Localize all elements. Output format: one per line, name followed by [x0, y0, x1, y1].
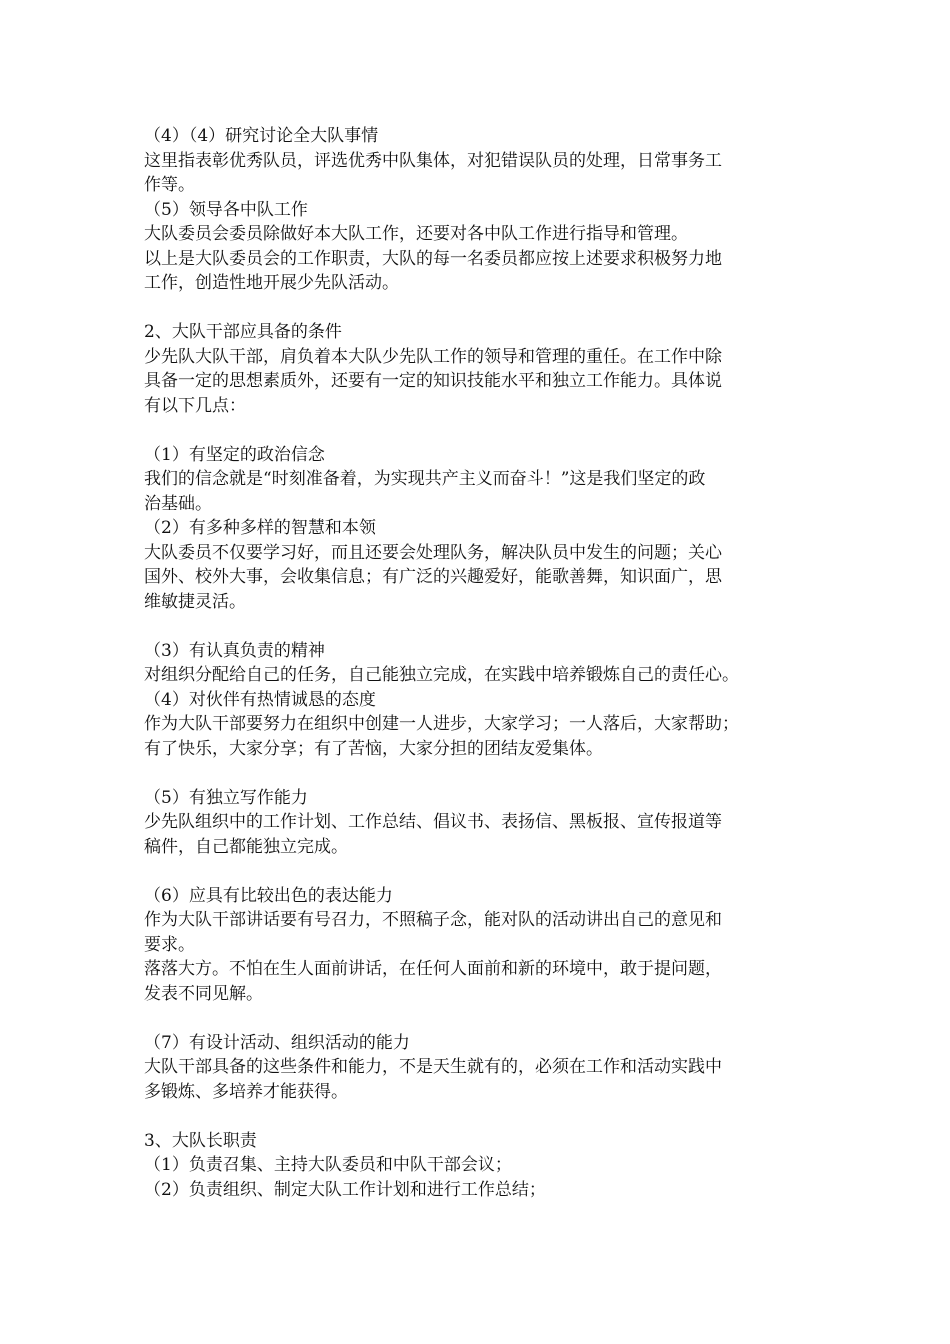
text-line: 这里指表彰优秀队员，评选优秀中队集体，对犯错误队员的处理，日常事务工	[144, 150, 722, 171]
text-line: （2）负责组织、制定大队工作计划和进行工作总结；	[144, 1179, 546, 1200]
text-line: （1）有坚定的政治信念	[144, 444, 325, 465]
text-line: 具备一定的思想素质外，还要有一定的知识技能水平和独立工作能力。具体说	[144, 371, 722, 391]
text-line: 对组织分配给自己的任务，自己能独立完成，在实践中培养锻炼自己的责任心。	[144, 665, 739, 685]
text-line: （4）（4）研究讨论全大队事情	[144, 126, 379, 146]
text-line: 落落大方。不怕在生人面前讲话，在任何人面前和新的环境中，敢于提问题，	[144, 959, 722, 979]
text-line: 多锻炼、多培养才能获得。	[144, 1081, 348, 1102]
text-line: 大队委员不仅要学习好，而且还要会处理队务，解决队员中发生的问题；关心	[144, 542, 722, 563]
section-heading: 3、大队长职责	[144, 1130, 257, 1151]
blank-line	[144, 859, 820, 884]
text-line: （2）有多种多样的智慧和本领	[144, 518, 376, 538]
text-line: 有了快乐，大家分享；有了苦恼，大家分担的团结友爱集体。	[144, 738, 603, 759]
text-line: （1）负责召集、主持大队委员和中队干部会议；	[144, 1155, 512, 1175]
blank-line	[144, 614, 820, 639]
text-line: 少先队大队干部，肩负着本大队少先队工作的领导和管理的重任。在工作中除	[144, 346, 722, 367]
text-line: （5）有独立写作能力	[144, 787, 308, 808]
blank-line	[144, 761, 820, 786]
text-line: 工作，创造性地开展少先队活动。	[144, 273, 399, 293]
text-line: 少先队组织中的工作计划、工作总结、倡议书、表扬信、黑板报、宣传报道等	[144, 812, 722, 832]
text-line: （4）对伙伴有热情诚恳的态度	[144, 689, 376, 710]
text-line: （7）有设计活动、组织活动的能力	[144, 1032, 410, 1053]
text-line: 作等。	[144, 175, 195, 195]
text-line: 维敏捷灵活。	[144, 591, 246, 612]
section-heading: 2、大队干部应具备的条件	[144, 322, 342, 342]
text-line: 以上是大队委员会的工作职责，大队的每一名委员都应按上述要求积极努力地	[144, 248, 722, 269]
blank-line	[144, 1104, 820, 1129]
text-line: 要求。	[144, 934, 195, 955]
text-line: 发表不同见解。	[144, 983, 263, 1004]
text-line: （5）领导各中队工作	[144, 199, 308, 220]
text-line: 我们的信念就是“时刻准备着，为实现共产主义而奋斗！”这是我们坚定的政	[144, 469, 706, 489]
blank-line	[144, 1006, 820, 1031]
text-line: （6）应具有比较出色的表达能力	[144, 885, 393, 906]
document-body	[144, 124, 820, 1202]
text-line: 作为大队干部讲话要有号召力，不照稿子念，能对队的活动讲出自己的意见和	[144, 910, 722, 930]
text-line: 大队干部具备的这些条件和能力，不是天生就有的，必须在工作和活动实践中	[144, 1057, 722, 1077]
text-line: 稿件，自己都能独立完成。	[144, 836, 348, 857]
text-line: （3）有认真负责的精神	[144, 640, 325, 661]
text-line: 治基础。	[144, 493, 212, 514]
text-line: 国外、校外大事，会收集信息；有广泛的兴趣爱好，能歌善舞，知识面广，思	[144, 567, 722, 587]
text-line: 作为大队干部要努力在组织中创建一人进步，大家学习；一人落后，大家帮助；	[144, 714, 739, 734]
blank-line	[144, 418, 820, 443]
blank-line	[144, 296, 820, 321]
text-line: 大队委员会委员除做好本大队工作，还要对各中队工作进行指导和管理。	[144, 224, 688, 244]
text-line: 有以下几点：	[144, 395, 246, 416]
